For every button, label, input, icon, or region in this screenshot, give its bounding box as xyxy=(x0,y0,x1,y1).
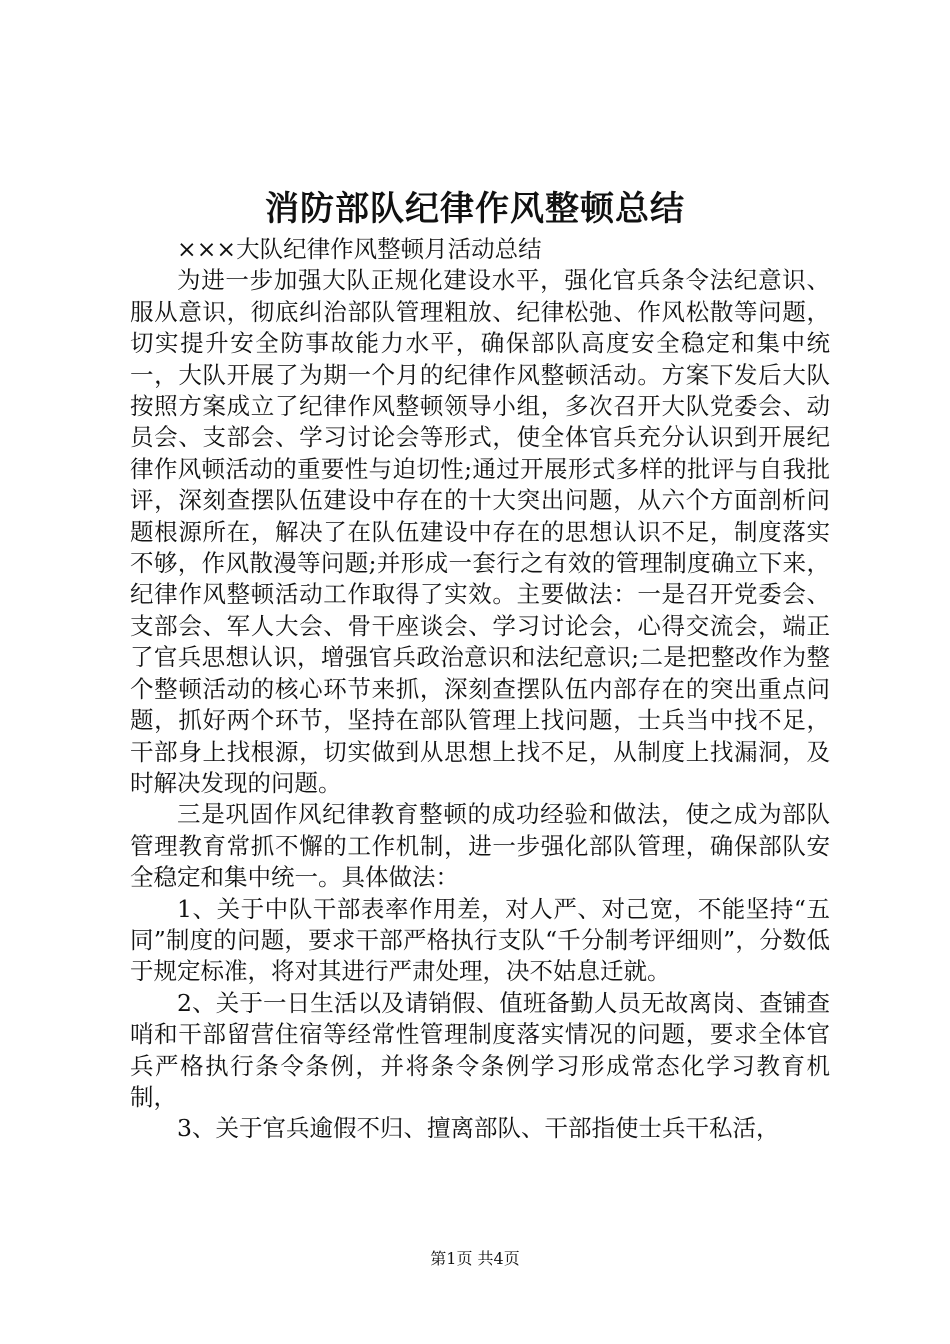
paragraph-item-1: 1、关于中队干部表率作用差，对人严、对己宽，不能坚持“五同”制度的问题，要求干部严格执行支队“千分制考评细则”，分数低于规定标准，将对其进行严肃处理，决不姑息迁就。 xyxy=(130,894,830,986)
paragraph-item-3: 3、关于官兵逾假不归、擅离部队、干部指使士兵干私活， xyxy=(177,1114,780,1143)
document-body xyxy=(130,234,830,1145)
document-title: 消防部队纪律作风整顿总结 xyxy=(265,189,685,229)
paragraph-intro: 为进一步加强大队正规化建设水平，强化官兵条令法纪意识、服从意识，彻底纠治部队管理粗放、纪律松弛、作风松散等问题，切实提升安全防事故能力水平，确保部队高度安全稳定和集中统一，大队开展了为期一个月的纪律作风整顿活动。方案下发后大队按照方案成立了纪律作风整顿领导小组，多次召开大队党委会、动员会、支部会、学习讨论会等形式，使全体官兵充分认识到开展纪律作风顿活动的重要性与迫切性;通过开展形式多样的批评与自我批评，深刻查摆队伍建设中存在的十大突出问题，从六个方面剖析问题根源所在，解决了在队伍建设中存在的思想认识不足，制度落实不够，作风散漫等问题;并形成一套行之有效的管理制度确立下来，纪律作风整顿活动工作取得了实效。主要做法：一是召开党委会、支部会、军人大会、骨干座谈会、学习讨论会，心得交流会，端正了官兵思想认识，增强官兵政治意识和法纪意识;二是把整改作为整个整顿活动的核心环节来抓，深刻查摆队伍内部存在的突出重点问题，抓好两个环节，坚持在部队管理上找问题，士兵当中找不足，干部身上找根源，切实做到从思想上找不足，从制度上找漏洞，及时解决发现的问题。 xyxy=(130,266,830,797)
paragraph-item-2: 2、关于一日生活以及请销假、值班备勤人员无故离岗、查铺查哨和干部留营住宿等经常性管理制度落实情况的问题，要求全体官兵严格执行条令条例，并将条令条例学习形成常态化学习教育机制， xyxy=(130,988,830,1111)
page-number-footer: 第1页 共4页 xyxy=(430,1249,520,1268)
paragraph-third-measure: 三是巩固作风纪律教育整顿的成功经验和做法，使之成为部队管理教育常抓不懈的工作机制，进一步强化部队管理，确保部队安全稳定和集中统一。具体做法： xyxy=(130,800,830,892)
paragraph-subtitle: ×××大队纪律作风整顿月活动总结 xyxy=(177,235,542,263)
